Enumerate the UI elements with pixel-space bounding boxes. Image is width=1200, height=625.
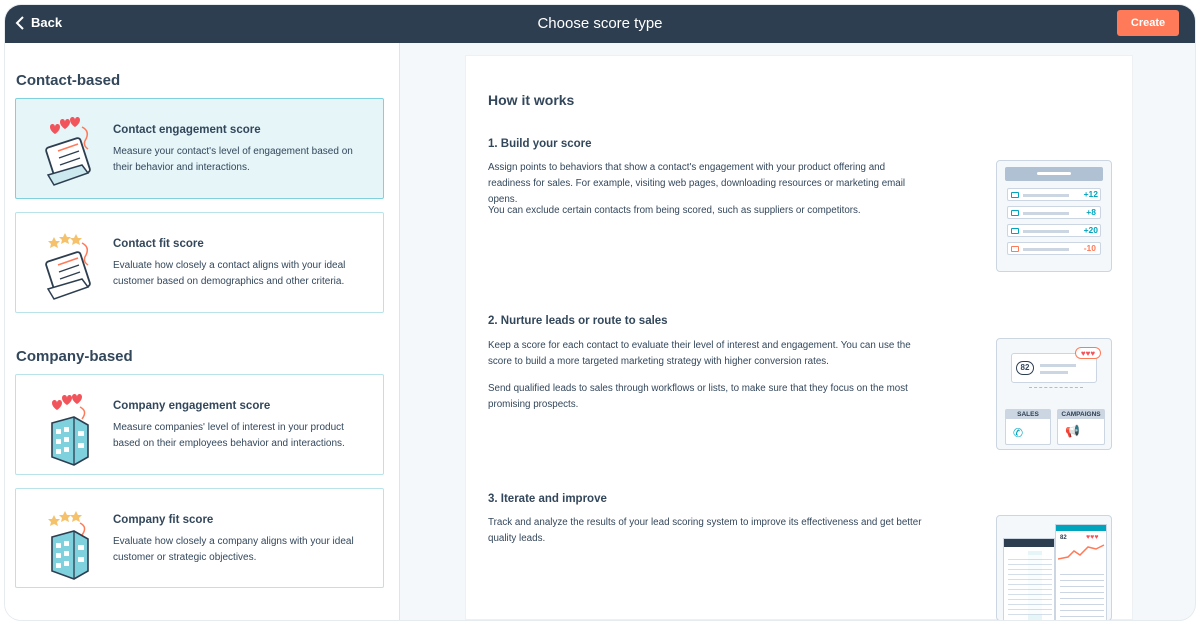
contact-fit-card[interactable]: [15, 212, 384, 313]
megaphone-icon: 📢: [1065, 424, 1080, 438]
card-title: Contact fit score: [113, 238, 204, 250]
step-1-title: 1. Build your score: [488, 138, 592, 150]
step-3-text-1: Track and analyze the results of your lead scoring system to improve its effectiveness and get better quality leads.: [488, 517, 922, 544]
sales-label: SALES: [1006, 410, 1050, 419]
create-button[interactable]: Create: [1117, 10, 1179, 36]
card-description: Evaluate how closely a company aligns with your ideal customer or strategic objectives.: [113, 536, 354, 563]
hearts-icon: ♥♥♥: [1086, 534, 1099, 541]
how-it-works-panel: [465, 55, 1133, 620]
card-title: Company engagement score: [113, 400, 271, 412]
step-2-title: 2. Nurture leads or route to sales: [488, 315, 668, 327]
points-badge: -10: [1083, 243, 1096, 253]
contact-engagement-card[interactable]: [15, 98, 384, 199]
card-title: Contact engagement score: [113, 124, 261, 136]
card-description: Evaluate how closely a contact aligns with your ideal customer based on demographics and other criteria.: [113, 260, 346, 287]
nurture-leads-thumbnail: [996, 338, 1112, 450]
contact-section-title: Contact-based: [16, 72, 121, 89]
company-engagement-illustration-icon: [44, 393, 104, 468]
campaigns-label: CAMPAIGNS: [1058, 410, 1104, 419]
header-bar: [5, 5, 1195, 43]
trend-line-icon: [1058, 543, 1106, 563]
step-3-title: 3. Iterate and improve: [488, 493, 607, 505]
score-value: 82: [1060, 535, 1067, 541]
card-description: Measure companies' level of interest in your product based on their employees behavior and interactions.: [113, 422, 345, 449]
card-title: Company fit score: [113, 514, 214, 526]
step-2-text-1: Keep a score for each contact to evaluate their level of interest and engagement. You can use the score to build a more targeted marketing strategy with higher conversion rates.: [488, 340, 911, 367]
build-score-thumbnail: [996, 160, 1112, 272]
company-fit-card[interactable]: [15, 488, 384, 588]
card-description: Measure your contact's level of engagement based on their behavior and interactions.: [113, 146, 353, 173]
step-2-text-2: Send qualified leads to sales through workflows or lists, to make sure that they focus on the most promising prospects.: [488, 383, 908, 410]
score-type-list: [5, 43, 400, 620]
phone-icon: ✆: [1013, 426, 1024, 440]
company-section-title: Company-based: [16, 348, 133, 365]
how-it-works-heading: How it works: [488, 92, 575, 108]
points-badge: +20: [1083, 225, 1098, 235]
step-1-text-2: You can exclude certain contacts from being scored, such as suppliers or competitors.: [488, 205, 861, 216]
iterate-thumbnail: [996, 515, 1112, 620]
app-window: [5, 5, 1195, 620]
hearts-icon: ♥♥♥: [1075, 347, 1101, 359]
points-badge: +12: [1083, 189, 1098, 199]
company-fit-illustration-icon: [44, 507, 104, 582]
page-title: Choose score type: [537, 15, 663, 32]
company-engagement-card[interactable]: [15, 374, 384, 475]
points-badge: +8: [1086, 207, 1096, 217]
step-1-text-1: Assign points to behaviors that show a contact's engagement with your product offering and readiness for sales. For example, visiting web pages, downloading resources or marketing email opens.: [488, 162, 906, 205]
engagement-illustration-icon: [44, 117, 104, 192]
back-label: Back: [31, 15, 63, 30]
score-value: 82: [1016, 361, 1034, 375]
fit-illustration-icon: [44, 231, 104, 306]
